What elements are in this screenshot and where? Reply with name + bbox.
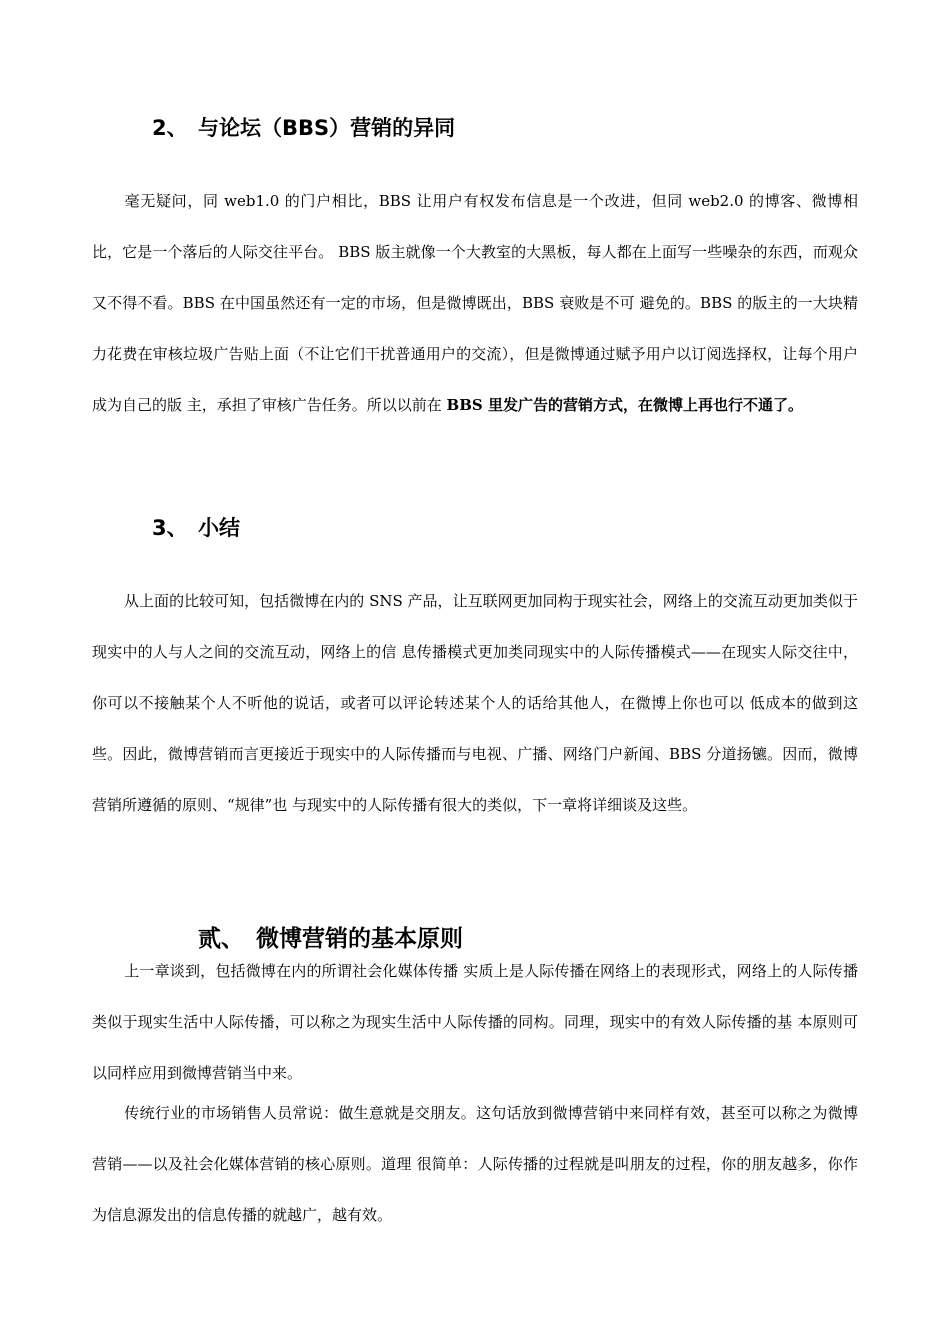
section-3-paragraph bbox=[92, 576, 858, 831]
section-3-number: 3、 bbox=[152, 516, 188, 540]
section-2-title: 与论坛（BBS）营销的异同 bbox=[198, 116, 456, 140]
chapter-2-paragraph-2 bbox=[92, 1088, 858, 1241]
section-3-title: 小结 bbox=[198, 516, 240, 540]
chapter-2-paragraph-1-text: 上一章谈到，包括微博在内的所谓社会化媒体传播 实质上是人际传播在网络上的表现形式，网络上的人际传播类似于现实生活中人际传播，可以称之为现实生活中人际传播的同构。同理，现实中的有效人际传播的基 本原则可以同样应用到微博营销当中来。 bbox=[92, 962, 858, 1082]
section-3-heading bbox=[152, 512, 240, 542]
chapter-2-paragraph-1 bbox=[92, 946, 858, 1099]
chapter-2-paragraph-2-text: 传统行业的市场销售人员常说：做生意就是交朋友。这句话放到微博营销中来同样有效，甚至可以称之为微博营销——以及社会化媒体营销的核心原则。道理 很简单：人际传播的过程就是叫朋友的过程，你的朋友越多，你作为信息源发出的信息传播的就越广，越有效。 bbox=[92, 1104, 858, 1224]
section-3-paragraph-text: 从上面的比较可知，包括微博在内的 SNS 产品，让互联网更加同构于现实社会，网络上的交流互动更加类似于现实中的人与人之间的交流互动，网络上的信 息传播模式更加类同现实中的人际传播模式——在现实人际交往中，你可以不接触某个人不听他的说话，或者可以评论转述某个人的话给其他人，在微博上你也可以 低成本的做到这些。因此，微博营销而言更接近于现实中的人际传播而与电视、广播、网络门户新闻、BBS 分道扬镳。因而，微博营销所遵循的原则、“规律”也 与现实中的人际传播有很大的类似，下一章将详细谈及这些。 bbox=[92, 592, 858, 814]
section-2-paragraph bbox=[92, 176, 858, 431]
section-2-number: 2、 bbox=[152, 116, 188, 140]
section-2-paragraph-text: 毫无疑问，同 web1.0 的门户相比，BBS 让用户有权发布信息是一个改进，但同 web2.0 的博客、微博相比，它是一个落后的人际交往平台。 BBS 版主就像一个大教室的大黑板，每人都在上面写一些噪杂的东西，而观众又不得不看。BBS 在中国虽然还有一定的市场，但是微博既出，BBS 衰败是不可 避免的。BBS 的版主的一大块精力花费在审核垃圾广告贴上面（不让它们干扰普通用户的交流），但是微博通过赋予用户以订阅选择权，让每个用户成为自己的版 主，承担了审核广告任务。所以以前在 bbox=[92, 192, 858, 414]
chapter-2-title: 微博营销的基本原则 bbox=[256, 925, 463, 952]
section-2-paragraph-bold: BBS 里发广告的营销方式，在微博上再也行不通了。 bbox=[446, 396, 803, 414]
chapter-2-number: 贰、 bbox=[198, 925, 244, 952]
section-2-heading bbox=[152, 112, 455, 142]
